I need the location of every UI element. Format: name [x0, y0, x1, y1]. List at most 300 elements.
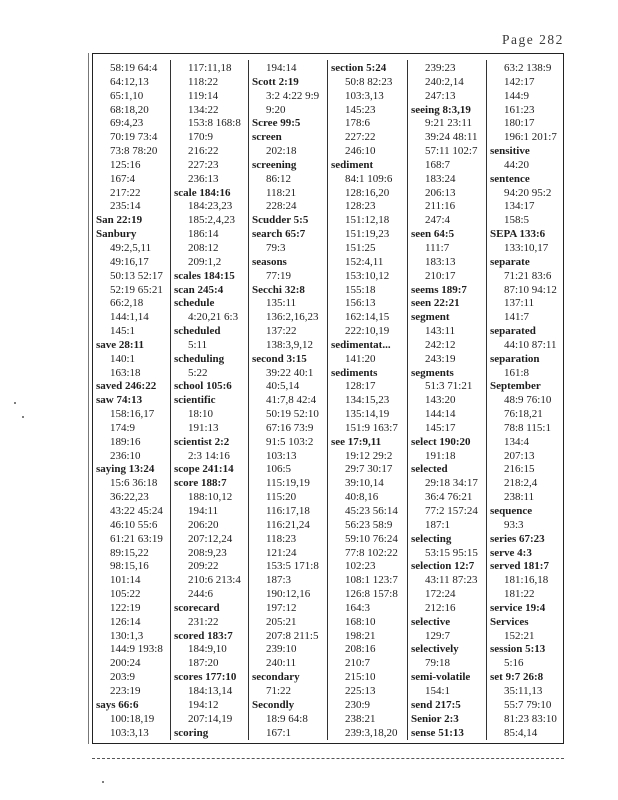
index-term: scales 184:15: [174, 269, 235, 282]
index-term: Scudder 5:5: [252, 214, 309, 227]
index-reference: 93:3: [504, 518, 524, 531]
index-reference: 29:18 34:17: [425, 477, 478, 490]
column-divider: [248, 60, 249, 740]
index-term: seems 189:7: [411, 283, 467, 296]
index-reference: 81:23 83:10: [504, 712, 557, 725]
index-reference: 197:12: [266, 601, 297, 614]
index-reference: 168:10: [345, 615, 376, 628]
index-reference: 59:10 76:24: [345, 532, 398, 545]
index-reference: 102:23: [345, 560, 376, 573]
index-term: Senior 2:3: [411, 712, 459, 725]
index-reference: 161:23: [504, 103, 535, 116]
index-reference: 239:10: [266, 643, 297, 656]
index-reference: 77:19: [266, 269, 292, 282]
index-reference: 103:3,13: [345, 89, 384, 102]
index-term: selective: [411, 615, 451, 628]
index-reference: 142:17: [504, 75, 535, 88]
index-reference: 143:20: [425, 394, 456, 407]
scan-speck: [14, 402, 16, 404]
index-term: scorecard: [174, 601, 220, 614]
index-reference: 207:8 211:5: [266, 629, 319, 642]
index-reference: 79:3: [266, 241, 286, 254]
index-reference: 134:22: [188, 103, 219, 116]
index-reference: 128:17: [345, 380, 376, 393]
index-reference: 247:4: [425, 214, 451, 227]
index-term: Secondly: [252, 698, 295, 711]
index-reference: 158:16,17: [110, 408, 155, 421]
index-reference: 196:1 201:7: [504, 131, 557, 144]
index-term: secondary: [252, 671, 300, 684]
index-reference: 57:11 102:7: [425, 145, 478, 158]
index-reference: 44:10 87:11: [504, 338, 557, 351]
index-reference: 244:6: [188, 588, 214, 601]
index-reference: 48:9 76:10: [504, 394, 552, 407]
index-reference: 39:24 48:11: [425, 131, 478, 144]
index-term: separated: [490, 325, 536, 338]
index-reference: 77:2 157:24: [425, 505, 478, 517]
index-term: Secchi 32:8: [252, 283, 305, 296]
index-reference: 44:20: [504, 158, 530, 171]
index-reference: 18:9 64:8: [266, 712, 308, 725]
index-reference: 43:22 45:24: [110, 505, 163, 517]
index-reference: 236:13: [188, 172, 219, 185]
index-term: Scott 2:19: [252, 75, 299, 88]
index-reference: 2:3 14:16: [188, 449, 230, 462]
index-term: Sanbury: [96, 228, 137, 241]
column-divider: [486, 60, 487, 740]
index-term: seasons: [252, 255, 287, 268]
index-reference: 247:13: [425, 89, 456, 102]
index-reference: 50:19 52:10: [266, 408, 319, 421]
index-reference: 115:20: [266, 491, 297, 504]
index-reference: 185:2,4,23: [188, 214, 236, 227]
index-reference: 227:23: [188, 158, 219, 171]
index-reference: 210:17: [425, 269, 456, 282]
index-reference: 156:13: [345, 297, 376, 310]
index-reference: 94:20 95:2: [504, 186, 552, 199]
index-term: separation: [490, 352, 540, 365]
index-reference: 209:22: [188, 560, 219, 573]
index-reference: 184:13,14: [188, 684, 233, 697]
index-term: search 65:7: [252, 228, 306, 241]
index-reference: 207:14,19: [188, 712, 233, 725]
index-reference: 163:18: [110, 366, 141, 379]
index-reference: 231:22: [188, 615, 219, 628]
index-reference: 164:3: [345, 601, 371, 614]
index-reference: 100:18,19: [110, 712, 155, 725]
index-term: Services: [490, 615, 529, 628]
index-reference: 187:20: [188, 657, 219, 670]
index-term: Scree 99:5: [252, 117, 301, 130]
scan-speck: [22, 416, 24, 418]
index-reference: 153:5 171:8: [266, 560, 319, 573]
index-term: screening: [252, 158, 297, 171]
index-term: SEPA 133:6: [490, 228, 546, 241]
index-reference: 243:19: [425, 352, 456, 365]
index-reference: 98:15,16: [110, 560, 149, 573]
index-term: scale 184:16: [174, 186, 231, 199]
index-reference: 152:21: [504, 629, 535, 642]
index-term: set 9:7 26:8: [490, 671, 544, 684]
index-reference: 144:14: [425, 408, 456, 421]
index-reference: 143:11: [425, 325, 456, 338]
index-term: selecting: [411, 532, 452, 545]
index-term: saw 74:13: [96, 394, 143, 407]
index-term: saved 246:22: [96, 380, 157, 393]
index-reference: 161:8: [504, 366, 530, 379]
index-reference: 117:11,18: [188, 62, 232, 74]
index-term: scored 183:7: [174, 629, 233, 642]
index-reference: 225:13: [345, 684, 376, 697]
index-reference: 216:15: [504, 463, 535, 476]
index-reference: 45:23 56:14: [345, 505, 398, 517]
index-reference: 5:11: [188, 338, 208, 351]
index-column-1: [96, 62, 170, 740]
index-term: September: [490, 380, 541, 393]
index-reference: 203:9: [110, 671, 136, 684]
index-reference: 227:22: [345, 131, 376, 144]
index-reference: 134:4: [504, 435, 530, 448]
index-reference: 168:7: [425, 158, 451, 171]
index-reference: 194:11: [188, 505, 219, 517]
index-reference: 207:13: [504, 449, 535, 462]
index-reference: 5:16: [504, 657, 524, 670]
index-reference: 65:1,10: [110, 89, 144, 102]
index-reference: 205:21: [266, 615, 297, 628]
index-reference: 162:14,15: [345, 311, 390, 324]
index-reference: 135:14,19: [345, 408, 390, 421]
index-reference: 187:3: [266, 574, 292, 587]
index-reference: 130:1,3: [110, 629, 144, 642]
index-reference: 70:19 73:4: [110, 131, 158, 144]
index-reference: 126:14: [110, 615, 141, 628]
index-reference: 134:17: [504, 200, 535, 213]
index-reference: 151:25: [345, 241, 376, 254]
index-reference: 43:11 87:23: [425, 574, 478, 587]
index-reference: 53:15 95:15: [425, 546, 478, 559]
index-reference: 172:24: [425, 588, 456, 601]
scan-speck: [102, 781, 104, 783]
index-term: segments: [411, 366, 454, 379]
index-reference: 154:1: [425, 684, 451, 697]
index-reference: 4:20,21 6:3: [188, 311, 239, 324]
index-reference: 151:9 163:7: [345, 421, 398, 434]
index-reference: 238:21: [345, 712, 376, 725]
index-reference: 167:4: [110, 172, 136, 185]
index-term: score 188:7: [174, 477, 227, 490]
index-reference: 137:11: [504, 297, 535, 310]
index-term: series 67:23: [490, 532, 545, 545]
index-term: scope 241:14: [174, 463, 234, 476]
index-reference: 101:14: [110, 574, 141, 587]
index-reference: 189:16: [110, 435, 141, 448]
index-reference: 64:12,13: [110, 75, 149, 88]
index-reference: 91:5 103:2: [266, 435, 314, 448]
index-term: section 5:24: [331, 62, 387, 74]
index-reference: 145:23: [345, 103, 376, 116]
index-reference: 69:4,23: [110, 117, 144, 130]
index-term: served 181:7: [490, 560, 549, 573]
index-term: send 217:5: [411, 698, 461, 711]
index-column-3: [252, 62, 326, 740]
index-reference: 144:9: [504, 89, 530, 102]
index-term: scores 177:10: [174, 671, 237, 684]
index-reference: 202:18: [266, 145, 297, 158]
index-reference: 86:12: [266, 172, 292, 185]
index-reference: 15:6 36:18: [110, 477, 158, 490]
index-reference: 126:8 157:8: [345, 588, 398, 601]
index-reference: 212:16: [425, 601, 456, 614]
index-reference: 141:7: [504, 311, 530, 324]
index-reference: 128:16,20: [345, 186, 390, 199]
index-reference: 210:6 213:4: [188, 574, 241, 587]
index-reference: 222:10,19: [345, 325, 390, 338]
index-reference: 187:1: [425, 518, 451, 531]
index-reference: 85:4,14: [504, 726, 538, 739]
index-reference: 240:11: [266, 657, 297, 670]
index-reference: 174:9: [110, 421, 136, 434]
index-column-6: [490, 62, 564, 740]
index-reference: 144:9 193:8: [110, 643, 163, 656]
index-reference: 180:17: [504, 117, 535, 130]
index-reference: 103:3,13: [110, 726, 149, 739]
index-reference: 49:16,17: [110, 255, 149, 268]
index-term: save 28:11: [96, 338, 144, 351]
index-term: separate: [490, 255, 530, 268]
index-term: sentence: [490, 172, 530, 185]
index-term: seen 64:5: [411, 228, 455, 241]
index-reference: 216:22: [188, 145, 219, 158]
index-reference: 36:22,23: [110, 491, 149, 504]
index-reference: 240:2,14: [425, 75, 464, 88]
column-divider: [170, 60, 171, 740]
index-term: sedimentat...: [331, 338, 391, 351]
index-reference: 145:17: [425, 421, 456, 434]
index-term: selection 12:7: [411, 560, 475, 573]
index-reference: 191:13: [188, 421, 219, 434]
index-reference: 3:2 4:22 9:9: [266, 89, 320, 102]
index-term: saying 13:24: [96, 463, 155, 476]
index-reference: 61:21 63:19: [110, 532, 163, 545]
index-reference: 50:8 82:23: [345, 75, 393, 88]
index-reference: 106:5: [266, 463, 292, 476]
index-reference: 56:23 58:9: [345, 518, 393, 531]
index-term: see 17:9,11: [331, 435, 382, 448]
index-reference: 115:19,19: [266, 477, 310, 490]
index-term: sensitive: [490, 145, 530, 158]
index-reference: 153:8 168:8: [188, 117, 241, 130]
index-reference: 9:20: [266, 103, 286, 116]
index-reference: 78:8 115:1: [504, 421, 551, 434]
index-reference: 108:1 123:7: [345, 574, 398, 587]
index-reference: 73:8 78:20: [110, 145, 158, 158]
index-reference: 116:21,24: [266, 518, 310, 531]
index-reference: 116:17,18: [266, 505, 310, 517]
bottom-rule: [92, 758, 564, 759]
index-reference: 9:21 23:11: [425, 117, 472, 130]
index-term: says 66:6: [96, 698, 139, 711]
index-reference: 119:14: [188, 89, 219, 102]
index-reference: 228:24: [266, 200, 297, 213]
index-reference: 77:8 102:22: [345, 546, 398, 559]
index-reference: 55:7 79:10: [504, 698, 552, 711]
index-reference: 41:7,8 42:4: [266, 394, 317, 407]
index-reference: 128:23: [345, 200, 376, 213]
index-reference: 89:15,22: [110, 546, 149, 559]
index-reference: 19:12 29:2: [345, 449, 393, 462]
index-term: sediment: [331, 158, 374, 171]
index-term: sediments: [331, 366, 378, 379]
index-reference: 63:2 138:9: [504, 62, 552, 74]
index-reference: 194:14: [266, 62, 297, 74]
index-reference: 155:18: [345, 283, 376, 296]
index-reference: 236:10: [110, 449, 141, 462]
index-reference: 223:19: [110, 684, 141, 697]
index-reference: 29:7 30:17: [345, 463, 393, 476]
index-term: service 19:4: [490, 601, 546, 614]
page-number: Page 282: [502, 32, 564, 47]
index-reference: 206:13: [425, 186, 456, 199]
index-reference: 50:13 52:17: [110, 269, 163, 282]
index-reference: 178:6: [345, 117, 371, 130]
index-reference: 184:23,23: [188, 200, 233, 213]
index-reference: 230:9: [345, 698, 371, 711]
index-reference: 111:7: [425, 241, 450, 254]
index-reference: 242:12: [425, 338, 456, 351]
index-reference: 35:11,13: [504, 684, 543, 697]
index-reference: 208:12: [188, 241, 219, 254]
index-reference: 217:22: [110, 186, 141, 199]
index-term: screen: [252, 131, 282, 144]
index-reference: 151:19,23: [345, 228, 390, 241]
index-term: select 190:20: [411, 435, 471, 448]
index-reference: 46:10 55:6: [110, 518, 158, 531]
index-term: scheduling: [174, 352, 225, 365]
index-reference: 238:11: [504, 491, 535, 504]
index-reference: 134:15,23: [345, 394, 390, 407]
index-reference: 188:10,12: [188, 491, 233, 504]
index-reference: 40:8,16: [345, 491, 379, 504]
index-term: San 22:19: [96, 214, 143, 227]
index-term: sequence: [490, 505, 533, 517]
index-reference: 207:12,24: [188, 532, 233, 545]
index-reference: 152:4,11: [345, 255, 384, 268]
index-term: selectively: [411, 643, 459, 656]
index-reference: 191:18: [425, 449, 456, 462]
index-column-5: [411, 62, 485, 740]
index-column-2: [174, 62, 248, 740]
index-reference: 140:1: [110, 352, 136, 365]
index-reference: 151:12,18: [345, 214, 390, 227]
index-reference: 39:10,14: [345, 477, 384, 490]
index-reference: 49:2,5,11: [110, 241, 152, 254]
index-reference: 67:16 73:9: [266, 421, 314, 434]
column-divider: [327, 60, 328, 740]
index-reference: 66:2,18: [110, 297, 144, 310]
index-reference: 183:13: [425, 255, 456, 268]
index-reference: 133:10,17: [504, 241, 549, 254]
index-reference: 184:9,10: [188, 643, 227, 656]
index-reference: 84:1 109:6: [345, 172, 393, 185]
index-reference: 118:21: [266, 186, 297, 199]
index-term: schedule: [174, 297, 215, 310]
index-term: scoring: [174, 726, 209, 739]
index-reference: 129:7: [425, 629, 451, 642]
index-reference: 79:18: [425, 657, 451, 670]
index-reference: 170:9: [188, 131, 214, 144]
index-reference: 71:22: [266, 684, 292, 697]
index-term: scientific: [174, 394, 216, 407]
index-term: session 5:13: [490, 643, 546, 656]
index-reference: 136:2,16,23: [266, 311, 319, 324]
index-term: selected: [411, 463, 448, 476]
index-term: scheduled: [174, 325, 221, 338]
index-reference: 198:21: [345, 629, 376, 642]
index-reference: 5:22: [188, 366, 208, 379]
index-reference: 71:21 83:6: [504, 269, 552, 282]
index-reference: 194:12: [188, 698, 219, 711]
index-reference: 118:23: [266, 532, 297, 545]
index-reference: 40:5,14: [266, 380, 300, 393]
index-term: school 105:6: [174, 380, 232, 393]
index-reference: 206:20: [188, 518, 219, 531]
index-reference: 121:24: [266, 546, 297, 559]
index-term: segment: [411, 311, 450, 324]
index-reference: 105:22: [110, 588, 141, 601]
index-reference: 122:19: [110, 601, 141, 614]
index-reference: 210:7: [345, 657, 371, 670]
index-reference: 145:1: [110, 325, 136, 338]
index-reference: 208:9,23: [188, 546, 227, 559]
index-reference: 239:3,18,20: [345, 726, 398, 739]
index-reference: 141:20: [345, 352, 376, 365]
index-reference: 36:4 76:21: [425, 491, 473, 504]
index-reference: 200:24: [110, 657, 141, 670]
index-reference: 39:22 40:1: [266, 366, 314, 379]
index-term: scan 245:4: [174, 283, 224, 296]
index-reference: 68:18,20: [110, 103, 149, 116]
index-reference: 76:18,21: [504, 408, 543, 421]
index-reference: 208:16: [345, 643, 376, 656]
index-reference: 218:2,4: [504, 477, 538, 490]
index-reference: 51:3 71:21: [425, 380, 473, 393]
index-reference: 183:24: [425, 172, 456, 185]
index-reference: 190:12,16: [266, 588, 311, 601]
index-reference: 239:23: [425, 62, 456, 74]
index-reference: 181:22: [504, 588, 535, 601]
index-term: semi-volatile: [411, 671, 471, 684]
index-reference: 103:13: [266, 449, 297, 462]
index-term: scientist 2:2: [174, 435, 230, 448]
index-reference: 215:10: [345, 671, 376, 684]
index-term: sense 51:13: [411, 726, 464, 739]
index-reference: 209:1,2: [188, 255, 222, 268]
index-term: second 3:15: [252, 352, 307, 365]
index-reference: 18:10: [188, 408, 214, 421]
index-reference: 87:10 94:12: [504, 283, 557, 296]
index-reference: 118:22: [188, 75, 219, 88]
index-reference: 138:3,9,12: [266, 338, 314, 351]
left-margin-rule: [88, 53, 89, 744]
index-reference: 153:10,12: [345, 269, 390, 282]
index-reference: 235:14: [110, 200, 141, 213]
index-reference: 137:22: [266, 325, 297, 338]
index-reference: 211:16: [425, 200, 456, 213]
index-reference: 246:10: [345, 145, 376, 158]
index-reference: 158:5: [504, 214, 530, 227]
index-term: seen 22:21: [411, 297, 460, 310]
column-divider: [407, 60, 408, 740]
